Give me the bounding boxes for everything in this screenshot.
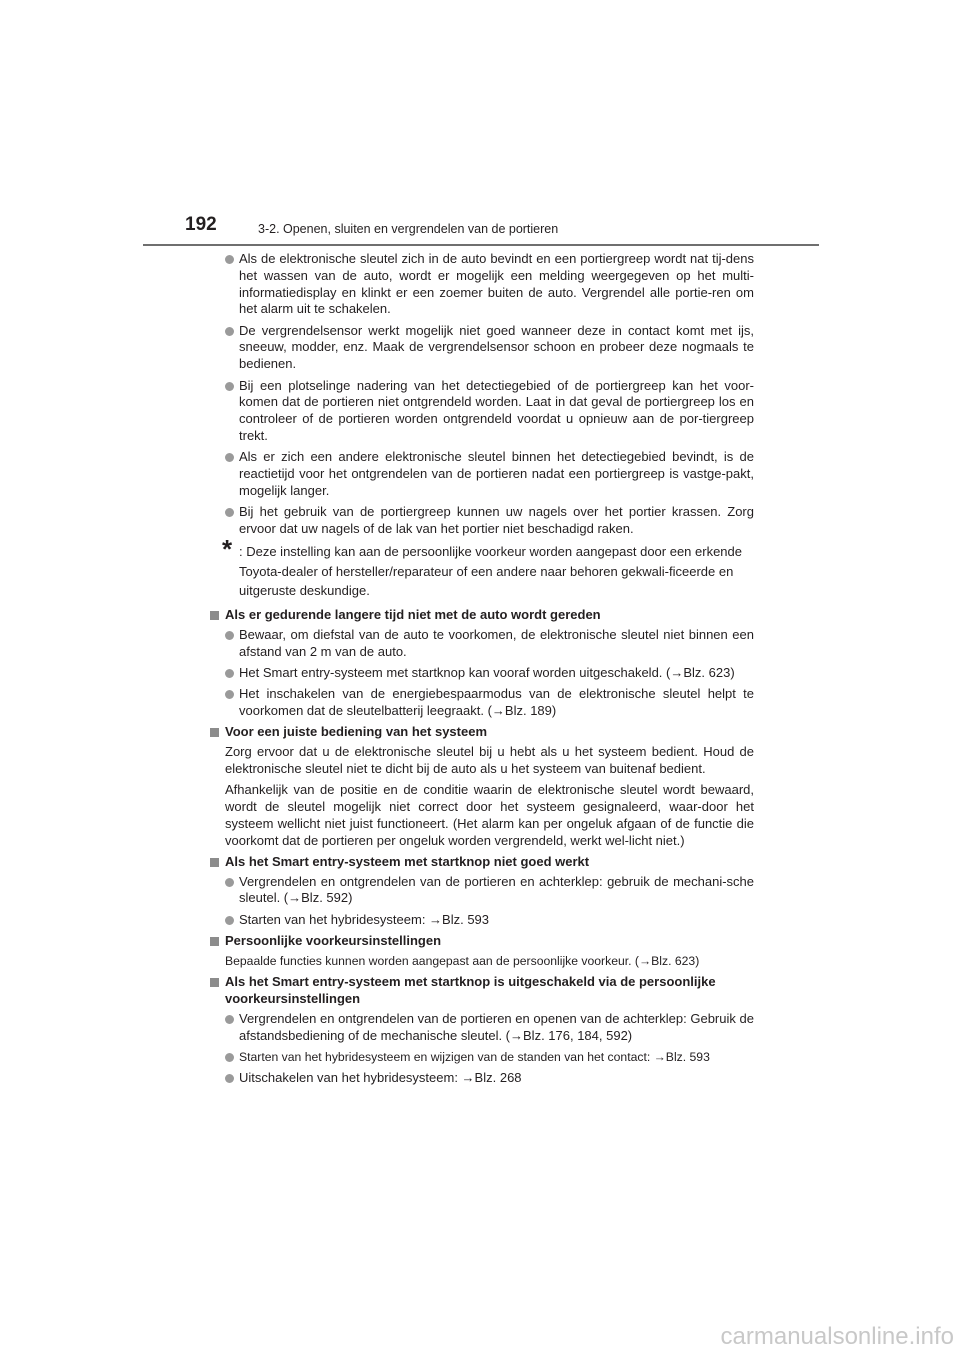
bullet-item: [210, 504, 754, 538]
bullet-item: [210, 912, 754, 929]
watermark: carmanualsonline.info: [720, 1323, 954, 1350]
bullet-dot-icon: [225, 382, 234, 391]
bullet-dot-icon: [225, 1015, 234, 1024]
bullet-item: [210, 449, 754, 499]
paragraph: Zorg ervoor dat u de elektronische sleutel bij u hebt als u het systeem bedient. Houd de elektronische sleutel niet te dicht bij de auto als u het systeem van buitenaf bedient.: [225, 744, 754, 776]
bullet-item: [210, 1049, 754, 1066]
bullet-item: [210, 627, 754, 661]
square-bullet-icon: [210, 937, 219, 946]
heading-text: Voor een juiste bediening van het systeem: [225, 724, 487, 740]
square-bullet-icon: [210, 858, 219, 867]
section-heading: [210, 607, 754, 624]
heading-text: Als er gedurende langere tijd niet met de auto wordt gereden: [225, 607, 601, 623]
bullet-text: Het Smart entry-systeem met startknop kan vooraf worden uitgeschakeld. (→Blz. 623): [239, 664, 735, 680]
bullet-text: Vergrendelen en ontgrendelen van de portieren en openen van de achterklep: Gebruik de afstandsbediening of de mechanische sleutel. (→Blz. 176, 184, 592): [239, 1010, 754, 1043]
heading-text: Persoonlijke voorkeursinstellingen: [225, 933, 442, 949]
section-title: 3-2. Openen, sluiten en vergrendelen van de portieren: [258, 222, 559, 236]
bullet-text: Bij een plotselinge nadering van het detectiegebied of de portiergreep kan het voor-komen dat de portieren niet ontgrendeld worden. Laat in dat geval de portiergreep los en controleer of de portieren worden ontgrendeld voordat u opnieuw aan de por-tiergreep trekt.: [239, 377, 754, 443]
page-number: 192: [185, 214, 217, 235]
bullet-text: Als er zich een andere elektronische sleutel binnen het detectiegebied bevindt, is de reactietijd voor het ontgrendelen van de portieren nadat een portiergreep is vastge-pakt, mogelijk langer.: [239, 449, 754, 498]
bullet-dot-icon: [225, 669, 234, 678]
section-heading: [210, 854, 754, 871]
square-bullet-icon: [210, 728, 219, 737]
bullet-dot-icon: [225, 453, 234, 462]
bullet-dot-icon: [225, 1053, 234, 1062]
footnote-marker: *: [222, 534, 233, 565]
bullet-text: Vergrendelen en ontgrendelen van de portieren en achterklep: gebruik de mechani-sche sleutel. (→Blz. 592): [239, 873, 754, 906]
page-content: [210, 251, 754, 1091]
bullet-item: [210, 686, 754, 720]
heading-text: Als het Smart entry-systeem met startknop is uitgeschakeld via de persoonlijke voorkeursinstellingen: [225, 974, 716, 1006]
bullet-text: De vergrendelsensor werkt mogelijk niet goed wanneer deze in contact komt met ijs, sneeuw, modder, enz. Maak de vergrendelsensor schoon en probeer deze nogmaals te bedienen.: [239, 322, 754, 372]
bullet-text: Starten van het hybridesysteem en wijzigen van de standen van het contact: →Blz. 593: [239, 1049, 710, 1064]
bullet-dot-icon: [225, 690, 234, 699]
bullet-item: [210, 665, 754, 682]
square-bullet-icon: [210, 611, 219, 620]
bullet-item: [210, 378, 754, 445]
heading-text: Als het Smart entry-systeem met startknop niet goed werkt: [225, 853, 590, 869]
bullet-item: [210, 251, 754, 318]
bullet-text: Starten van het hybridesysteem: →Blz. 593: [239, 911, 490, 927]
section-heading: [210, 724, 754, 741]
paragraph: Afhankelijk van de positie en de conditie waarin de elektronische sleutel wordt bewaard, wordt de sleutel mogelijk niet correct door het systeem gesignaleerd, waar-door het systeem wellicht niet juist functioneert. (Het alarm kan per ongeluk afgaan of de functie die voorkomt dat de portieren per ongeluk worden vergrendeld, werkt wel-licht niet.): [225, 782, 754, 848]
section-heading: [210, 974, 754, 1008]
footnote: [210, 534, 754, 601]
square-bullet-icon: [210, 978, 219, 987]
bullet-item: [210, 1011, 754, 1045]
bullet-item: [210, 323, 754, 373]
bullet-dot-icon: [225, 631, 234, 640]
paragraph: Bepaalde functies kunnen worden aangepast aan de persoonlijke voorkeur. (→Blz. 623): [225, 953, 700, 968]
bullet-dot-icon: [225, 508, 234, 517]
bullet-text: Uitschakelen van het hybridesysteem: →Blz. 268: [239, 1070, 522, 1086]
bullet-text: Bewaar, om diefstal van de auto te voorkomen, de elektronische sleutel niet binnen een afstand van 2 m van de auto.: [239, 626, 754, 659]
bullet-text: Bij het gebruik van de portiergreep kunnen uw nagels over het portier krassen. Zorg ervoor dat uw nagels of de lak van het portier niet beschadigd raken.: [239, 504, 754, 536]
bullet-dot-icon: [225, 255, 234, 264]
bullet-dot-icon: [225, 327, 234, 336]
bullet-dot-icon: [225, 878, 234, 887]
header-rule: [143, 244, 819, 246]
bullet-item: [210, 1070, 754, 1087]
bullet-text: Het inschakelen van de energiebespaarmodus van de elektronische sleutel helpt te voorkomen dat de sleutelbatterij leegraakt. (→Blz. 189): [239, 686, 754, 719]
bullet-dot-icon: [225, 1074, 234, 1083]
footnote-text: : Deze instelling kan aan de persoonlijke voorkeur worden aangepast door een erkende Toyota-dealer of hersteller/reparateur of een andere naar behoren gekwali-ficeerde en uitgeruste deskundige.: [239, 544, 742, 599]
section-heading: [210, 933, 754, 950]
bullet-item: [210, 874, 754, 908]
bullet-dot-icon: [225, 916, 234, 925]
bullet-text: Als de elektronische sleutel zich in de auto bevindt en een portiergreep wordt nat tij-dens het wassen van de auto, wordt er mogelijk een melding weergegeven op het multi-informatiedisplay en klinkt er een zoemer buiten de auto. Vergrendel alle portie-ren om het alarm uit te schakelen.: [239, 251, 754, 317]
